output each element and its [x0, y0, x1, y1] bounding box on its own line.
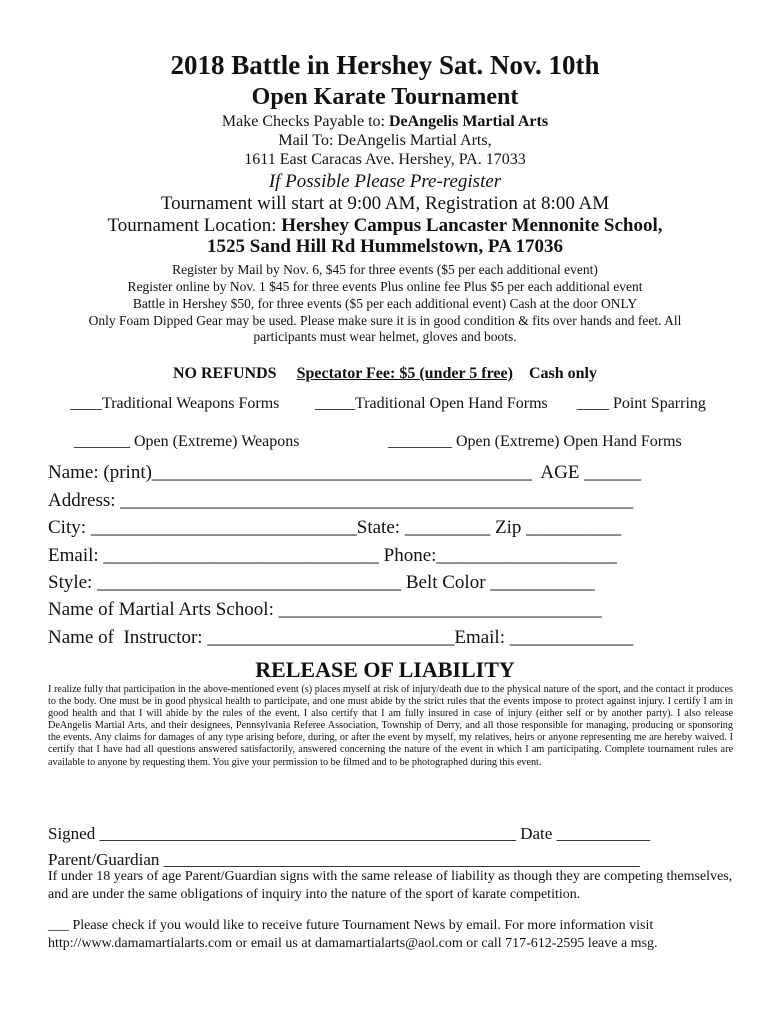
checks-line	[0, 113, 770, 131]
no-refunds: NO REFUNDS	[173, 365, 277, 382]
event-extreme-weapons[interactable]: _______ Open (Extreme) Weapons	[74, 433, 300, 450]
school-field[interactable]: Name of Martial Arts School: __________________________________	[48, 599, 602, 620]
minor-note: If under 18 years of age Parent/Guardian signs with the same release of liability as though they are competing themselves, and are under the same obligations of inquiry into the nature of the sport of karate competition.	[48, 869, 733, 902]
location-prefix: Tournament Location:	[107, 215, 282, 236]
location-name: Hershey Campus Lancaster Mennonite School,	[281, 215, 663, 236]
mail-address: 1611 East Caracas Ave. Hershey, PA. 17033	[244, 151, 526, 168]
fee-line: Battle in Hershey $50, for three events ($5 per each additional event) Cash at the door ONLY	[132, 296, 638, 311]
gear-note: participants must wear helmet, gloves and boots.	[253, 329, 517, 344]
event-traditional-open-hand[interactable]: _____Traditional Open Hand Forms	[315, 395, 548, 412]
instructor-field[interactable]: Name of Instructor: __________________________Email: _____________	[48, 627, 634, 648]
name-field[interactable]: Name: (print)________________________________________ AGE ______	[48, 462, 642, 483]
spectator-fee: Spectator Fee: $5 (under 5 free)	[296, 365, 513, 382]
signed-field[interactable]: Signed _________________________________________________ Date ___________	[48, 824, 651, 843]
location-address: 1525 Sand Hill Rd Hummelstown, PA 17036	[207, 236, 563, 257]
city-state-zip-field[interactable]: City: ____________________________State: _________ Zip __________	[48, 517, 622, 538]
guardian-field[interactable]: Parent/Guardian ________________________________________________________	[48, 850, 640, 869]
address-field[interactable]: Address: ______________________________________________________	[48, 490, 634, 511]
preregister-note: If Possible Please Pre-register	[268, 171, 502, 192]
cash-only: Cash only	[528, 365, 597, 382]
fee-line: Register online by Nov. 1 $45 for three events Plus online fee Plus $5 per each additional event	[127, 279, 643, 294]
mail-to: Mail To: DeAngelis Martial Arts,	[278, 132, 492, 149]
email-phone-field[interactable]: Email: _____________________________ Phone:___________________	[48, 545, 617, 566]
page-title: 2018 Battle in Hershey Sat. Nov. 10th	[170, 50, 600, 80]
start-time: Tournament will start at 9:00 AM, Registration at 8:00 AM	[160, 193, 610, 214]
notice-row	[0, 365, 770, 383]
event-extreme-open-hand[interactable]: ________ Open (Extreme) Open Hand Forms	[388, 433, 682, 450]
fee-line: Register by Mail by Nov. 6, $45 for three events ($5 per each additional event)	[172, 262, 598, 277]
gear-note: Only Foam Dipped Gear may be used. Please make sure it is in good condition & fits over hands and feet. All	[88, 313, 682, 328]
news-optin[interactable]: ___ Please check if you would like to receive future Tournament News by email. For more information visit http://www.damamartialarts.com or email us at damamartialarts@aol.com or call 717-612-2595 leave a msg.	[48, 918, 658, 951]
page-subtitle: Open Karate Tournament	[251, 84, 519, 110]
style-belt-field[interactable]: Style: ________________________________ Belt Color ___________	[48, 572, 595, 593]
event-point-sparring[interactable]: ____ Point Sparring	[577, 395, 706, 412]
location-line	[0, 215, 770, 237]
release-heading: RELEASE OF LIABILITY	[255, 657, 515, 682]
checks-prefix: Make Checks Payable to:	[221, 113, 389, 130]
event-traditional-weapons[interactable]: ____Traditional Weapons Forms	[70, 395, 280, 412]
checks-name: DeAngelis Martial Arts	[389, 113, 549, 130]
release-text: I realize fully that participation in the above-mentioned event (s) places myself at risk of injury/death due to the physical nature of the sport, and the contact it produces to the body. One must be in good physical health to participate, and one must abide by the strict rules that the events impose to protect against injury. I certify I am in good health and that I will abide by the rules of the event. I also certify that I am fully insured in case of injury (either self or by another party). I also release DeAngelis Martial Arts, and their designees, Pennsylvania Referee Association, Township of Derry, and all those responsible for managing, producing or sponsoring the events. Any claims for damages of any type arising before, during, or after the event by myself, my relatives, heirs or anyone representing me are hereby waived. I certify that I have had all questions answered satisfactorily, answered concerning the nature of the event in which I am participating. Complete tournament rules are available to anyone by requesting them. You give your permission to be filmed and to be photographed during this event.	[48, 684, 733, 768]
